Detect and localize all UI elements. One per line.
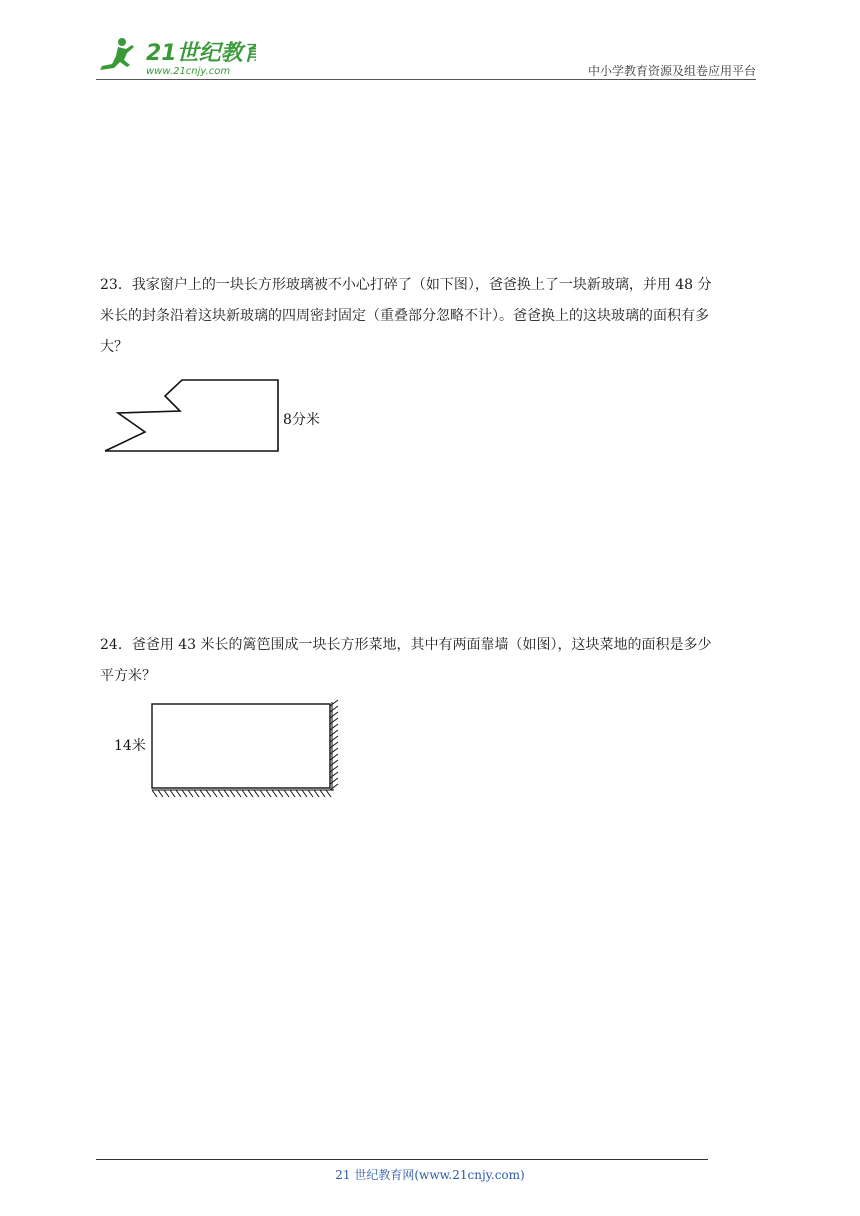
site-logo (96, 34, 256, 78)
hatch-mark (158, 790, 163, 797)
question-number: 24． (100, 637, 132, 653)
hatch-mark (330, 736, 338, 742)
hatch-mark (182, 790, 187, 797)
hatch-mark (272, 790, 277, 797)
hatch-mark (330, 772, 338, 778)
hatch-mark (330, 706, 338, 712)
question-number: 23． (100, 277, 132, 293)
logo-url: www.21cnjy.com (146, 66, 231, 77)
question-23 (100, 270, 760, 363)
garden-figure (108, 698, 348, 806)
header-tagline: 中小学教育资源及组卷应用平台 (587, 64, 756, 78)
garden-rectangle (152, 704, 330, 788)
hatch-mark (330, 766, 338, 772)
question-line: 23．我家窗户上的一块长方形玻璃被不小心打碎了（如下图），爸爸换上了一块新玻璃，并用 48 分 (100, 277, 712, 293)
hatch-mark (170, 790, 175, 797)
hatch-mark (314, 790, 319, 797)
hatch-mark (330, 712, 338, 718)
broken-glass-figure (100, 372, 340, 458)
hatch-mark (218, 790, 223, 797)
hatch-mark (330, 754, 338, 760)
hatch-mark (206, 790, 211, 797)
hatch-mark (284, 790, 289, 797)
hatch-mark (330, 724, 338, 730)
hatch-mark (330, 730, 338, 736)
hatch-mark (296, 790, 301, 797)
footer-divider (96, 1159, 708, 1160)
hatch-mark (176, 790, 181, 797)
hatch-mark (330, 700, 338, 706)
hatch-mark (330, 778, 338, 784)
height-label: 8分米 (283, 412, 320, 428)
glass-outline (105, 380, 278, 451)
hatch-mark (330, 784, 338, 790)
width-label: 14米 (114, 738, 146, 754)
question-line: 24．爸爸用 43 米长的篱笆围成一块长方形菜地，其中有两面靠墙（如图），这块菜地的面积是多少 (100, 637, 712, 653)
runner-icon (100, 38, 134, 70)
hatch-mark (302, 790, 307, 797)
logo-text: 21世纪教育 (146, 41, 256, 66)
question-line: 平方米？ (100, 668, 156, 684)
hatch-mark (278, 790, 283, 797)
hatch-mark (330, 760, 338, 766)
hatch-mark (230, 790, 235, 797)
hatch-mark (320, 790, 325, 797)
hatch-mark (330, 742, 338, 748)
hatch-mark (194, 790, 199, 797)
hatch-mark (308, 790, 313, 797)
question-line: 大？ (100, 339, 128, 355)
hatch-mark (254, 790, 259, 797)
hatch-mark (260, 790, 265, 797)
hatch-mark (326, 790, 331, 797)
hatch-mark (200, 790, 205, 797)
hatch-mark (330, 748, 338, 754)
hatch-mark (224, 790, 229, 797)
hatch-mark (212, 790, 217, 797)
hatch-mark (290, 790, 295, 797)
question-24 (100, 630, 760, 692)
right-wall-hatching (330, 700, 338, 790)
hatch-mark (236, 790, 241, 797)
hatch-mark (164, 790, 169, 797)
bottom-wall-hatching (152, 790, 334, 797)
hatch-mark (248, 790, 253, 797)
hatch-mark (330, 718, 338, 724)
hatch-mark (266, 790, 271, 797)
hatch-mark (152, 790, 157, 797)
header-divider (96, 79, 756, 80)
hatch-mark (188, 790, 193, 797)
question-line: 米长的封条沿着这块新玻璃的四周密封固定（重叠部分忽略不计）。爸爸换上的这块玻璃的面积有多 (100, 308, 709, 324)
footer-text: 21 世纪教育网(www.21cnjy.com) (335, 1168, 525, 1182)
hatch-mark (242, 790, 247, 797)
